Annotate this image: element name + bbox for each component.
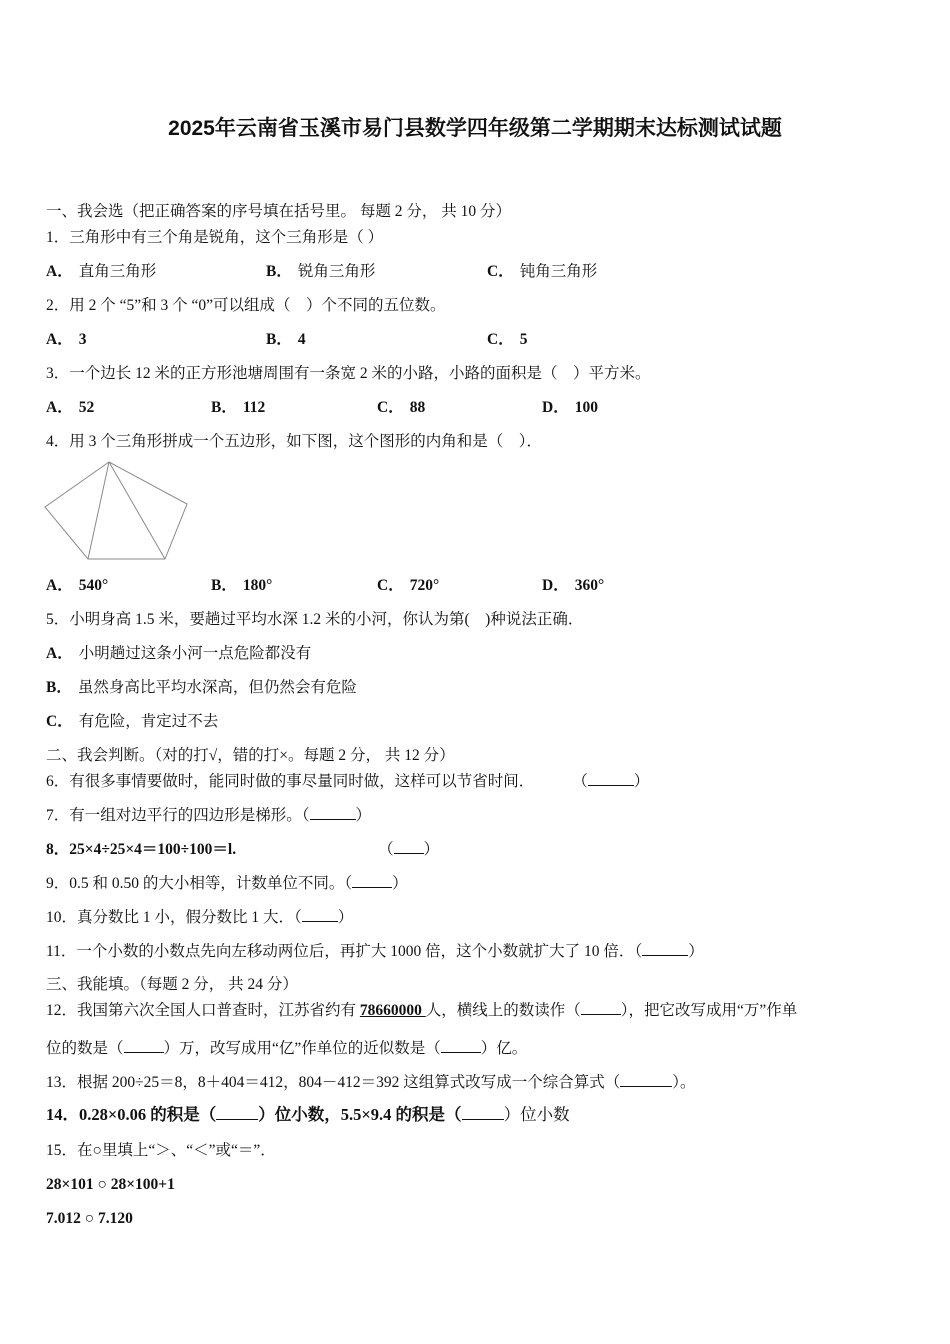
- q3-option-d: D． 100: [542, 399, 598, 416]
- q5-option-a: A． 小明趟过这条小河一点危险都没有: [46, 645, 312, 662]
- q3-option-c: C． 88: [377, 399, 426, 416]
- q1-option-a: A． 直角三角形: [46, 263, 157, 280]
- comparison-item-2: 7.012 ○ 7.120: [46, 1210, 133, 1227]
- pentagon-figure: [40, 455, 200, 570]
- question-3: 3．一个边长 12 米的正方形池塘周围有一条宽 2 米的小路，小路的面积是（ ）平方米。: [46, 365, 651, 382]
- question-5: 5．小明身高 1.5 米，要趟过平均水深 1.2 米的小河，你认为第( )种说法正确．: [46, 611, 584, 628]
- answer-blank[interactable]: [394, 839, 424, 854]
- q4-option-b: B． 180°: [211, 577, 273, 594]
- question-14: 14．0.28×0.06 的积是（ ）位小数，5.5×9.4 的积是（ ）位小数: [46, 1105, 570, 1124]
- answer-blank[interactable]: [124, 1038, 164, 1053]
- q3-option-a: A． 52: [46, 399, 95, 416]
- underlined-number: 78660000: [359, 1002, 426, 1019]
- answer-blank[interactable]: [302, 907, 338, 922]
- document-title: 2025年云南省玉溪市易门县数学四年级第二学期期末达标测试试题: [168, 117, 782, 140]
- question-8: 8．25×4÷25×4＝100÷100＝l. （ ）: [46, 841, 440, 858]
- q4-option-c: C． 720°: [377, 577, 440, 594]
- answer-blank[interactable]: [352, 873, 392, 888]
- section1-heading: 一、我会选（把正确答案的序号填在括号里。 每题 2 分， 共 10 分）: [46, 203, 512, 220]
- question-9: 9．0.5 和 0.50 的大小相等，计数单位不同。（ ）: [46, 875, 408, 892]
- section2-heading: 二、我会判断。（对的打√，错的打×。每题 2 分， 共 12 分）: [46, 747, 455, 764]
- question-2: 2．用 2 个 “5”和 3 个 “0”可以组成（ ）个不同的五位数。: [46, 297, 446, 314]
- question-6: 6．有很多事情要做时，能同时做的事尽量同时做，这样可以节省时间． （ ）: [46, 773, 650, 790]
- q2-option-a: A． 3: [46, 331, 87, 348]
- question-1: 1．三角形中有三个角是锐角，这个三角形是（ ）: [46, 229, 384, 246]
- answer-blank[interactable]: [620, 1072, 672, 1087]
- q2-option-b: B． 4: [266, 331, 306, 348]
- q1-option-c: C． 钝角三角形: [487, 263, 598, 280]
- answer-blank[interactable]: [310, 805, 356, 820]
- question-13: 13．根据 200÷25＝8，8＋404＝412，804－412＝392 这组算式改写成一个综合算式（ ）。: [46, 1074, 696, 1091]
- question-7: 7．有一组对边平行的四边形是梯形。（ ）: [46, 807, 372, 824]
- q2-option-c: C． 5: [487, 331, 528, 348]
- q4-option-a: A． 540°: [46, 577, 109, 594]
- answer-blank[interactable]: [642, 941, 688, 956]
- question-4: 4．用 3 个三角形拼成一个五边形，如下图，这个图形的内角和是（ ）．: [46, 433, 543, 450]
- answer-blank[interactable]: [581, 1000, 621, 1015]
- answer-blank[interactable]: [588, 771, 634, 786]
- question-12-line1: 12．我国第六次全国人口普查时，江苏省约有 78660000 人，横线上的数读作（ ），把它改写成用“万”作单: [46, 1002, 798, 1019]
- answer-blank[interactable]: [441, 1038, 481, 1053]
- question-15: 15．在○里填上“＞、“＜”或“＝”．: [46, 1142, 276, 1159]
- section3-heading: 三、我能填。（每题 2 分， 共 24 分）: [46, 976, 298, 993]
- answer-blank[interactable]: [462, 1105, 504, 1120]
- question-10: 10．真分数比 1 小，假分数比 1 大．（ ）: [46, 909, 354, 926]
- comparison-item-1: 28×101 ○ 28×100+1: [46, 1176, 175, 1193]
- q4-option-d: D． 360°: [542, 577, 605, 594]
- answer-blank[interactable]: [216, 1105, 258, 1120]
- q5-option-b: B． 虽然身高比平均水深高，但仍然会有危险: [46, 679, 357, 696]
- q3-option-b: B． 112: [211, 399, 266, 416]
- question-12-line2: 位的数是（ ）万，改写成用“亿”作单位的近似数是（ ）亿。: [46, 1040, 528, 1057]
- question-11: 11．一个小数的小数点先向左移动两位后，再扩大 1000 倍，这个小数就扩大了 10 倍．（ ）: [46, 943, 704, 960]
- q1-option-b: B． 锐角三角形: [266, 263, 376, 280]
- q5-option-c: C． 有危险，肯定过不去: [46, 713, 219, 730]
